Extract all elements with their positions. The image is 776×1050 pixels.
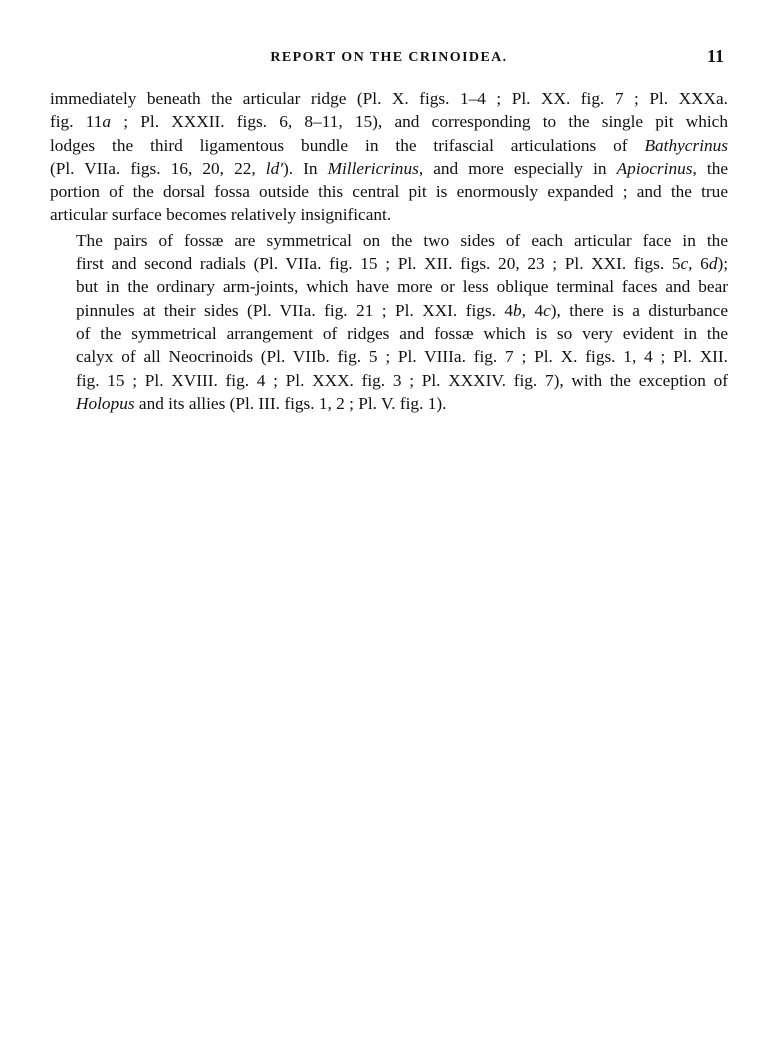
text-line: (Pl. VIIa. figs. 16, 20, 22, ld'). In Millericrinus, and more especially in Apiocrinus, the bbox=[50, 158, 728, 178]
italic-term: Holopus bbox=[76, 393, 135, 413]
text-line: of the symmetrical arrangement of ridges and fossæ which is so very evident in the bbox=[76, 323, 728, 343]
italic-term: c bbox=[680, 254, 689, 274]
text-line: articular surface becomes relatively insignificant. bbox=[50, 205, 392, 225]
text-line: lodges the third ligamentous bundle in the trifascial articulations of Bathycrinus bbox=[50, 135, 728, 155]
italic-term: ld' bbox=[265, 158, 283, 178]
text-line: but in the ordinary arm-joints, which have more or less oblique terminal faces and bear bbox=[76, 277, 728, 297]
italic-term: Millericrinus bbox=[327, 158, 419, 178]
italic-term: b bbox=[513, 300, 522, 320]
italic-term: Bathycrinus bbox=[644, 135, 728, 155]
italic-term: d bbox=[708, 254, 718, 274]
body-text bbox=[50, 87, 728, 415]
paragraph-continuation bbox=[50, 87, 728, 227]
text-line: immediately beneath the articular ridge (Pl. X. figs. 1–4 ; Pl. XX. fig. 7 ; Pl. XXXa. bbox=[50, 89, 728, 108]
running-header bbox=[50, 46, 728, 70]
text-line: first and second radials (Pl. VIIa. fig. 15 ; Pl. XII. figs. 20, 23 ; Pl. XXI. figs. 5c, 6d); bbox=[76, 254, 729, 274]
text-line: fig. 11a ; Pl. XXXII. figs. 6, 8–11, 15), and corresponding to the single pit which bbox=[50, 112, 728, 132]
text-line: portion of the dorsal fossa outside this central pit is enormously expanded ; and the true bbox=[50, 182, 728, 202]
italic-term: c bbox=[543, 300, 551, 320]
text-line: The pairs of fossæ are symmetrical on the two sides of each articular face in the bbox=[76, 230, 728, 250]
paragraph-fossae bbox=[50, 229, 728, 415]
page-number: 11 bbox=[706, 46, 724, 66]
text-line: calyx of all Neocrinoids (Pl. VIIb. fig. 5 ; Pl. VIIIa. fig. 7 ; Pl. X. figs. 1, 4 ; Pl. XII. bbox=[76, 347, 728, 367]
italic-term: Apiocrinus bbox=[616, 158, 693, 178]
text-line: fig. 15 ; Pl. XVIII. fig. 4 ; Pl. XXX. fig. 3 ; Pl. XXXIV. fig. 7), with the exception of bbox=[76, 370, 728, 390]
running-title: REPORT ON THE CRINOIDEA. bbox=[270, 50, 508, 65]
text-line: pinnules at their sides (Pl. VIIa. fig. 21 ; Pl. XXI. figs. 4b, 4c), there is a disturbance bbox=[76, 300, 729, 320]
italic-term: a bbox=[102, 112, 112, 132]
text-line: Holopus and its allies (Pl. III. figs. 1, 2 ; Pl. V. fig. 1). bbox=[76, 393, 447, 413]
